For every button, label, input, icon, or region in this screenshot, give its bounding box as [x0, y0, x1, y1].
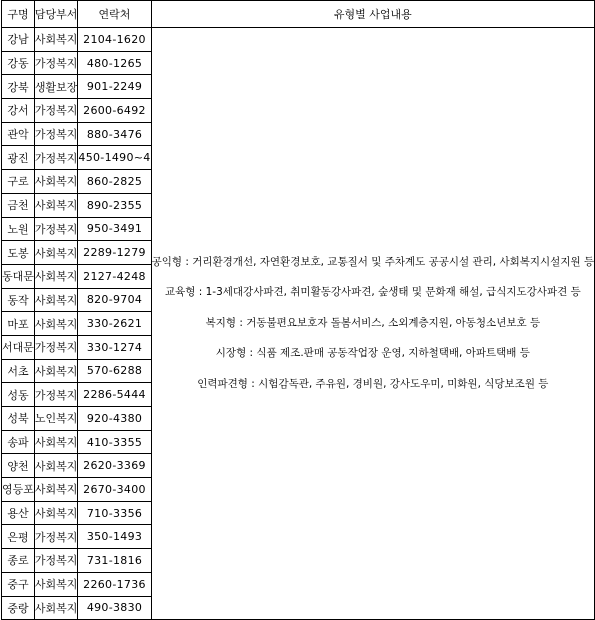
- contact-cell: 2289-1279: [78, 241, 151, 265]
- district-cell: 중랑: [2, 596, 35, 620]
- contact-table: [1, 0, 595, 620]
- program-type-paragraph: 시장형 : 식품 제조.판매 공동작업장 운영, 지하철택배, 아파트택배 등: [215, 347, 530, 360]
- department-cell: 가정복지: [34, 335, 78, 359]
- table-body: [2, 28, 595, 620]
- department-cell: 가정복지: [34, 122, 78, 146]
- program-type-paragraph: 교육형 : 1-3세대강사파견, 취미활동강사파견, 숲생태 및 문화재 해설, 급식지도강사파견 등: [164, 286, 581, 299]
- department-cell: 가정복지: [34, 99, 78, 123]
- department-cell: 사회복지: [34, 430, 78, 454]
- header-row: [2, 1, 595, 28]
- department-cell: 사회복지: [34, 572, 78, 596]
- contact-cell: 330-1274: [78, 335, 151, 359]
- district-cell: 강동: [2, 51, 35, 75]
- contact-cell: 450-1490~4: [78, 146, 151, 170]
- contact-cell: 2286-5444: [78, 383, 151, 407]
- district-cell: 강서: [2, 99, 35, 123]
- contact-cell: 350-1493: [78, 525, 151, 549]
- district-cell: 노원: [2, 217, 35, 241]
- contact-cell: 490-3830: [78, 596, 151, 620]
- department-cell: 가정복지: [34, 51, 78, 75]
- department-cell: 사회복지: [34, 170, 78, 194]
- contact-cell: 920-4380: [78, 407, 151, 431]
- contact-cell: 570-6288: [78, 359, 151, 383]
- program-type-paragraph: 복지형 : 거동불편요보호자 돌봄서비스, 소외계층지원, 아동청소년보호 등: [205, 316, 541, 329]
- department-cell: 사회복지: [34, 264, 78, 288]
- header-district: 구명: [2, 1, 35, 28]
- district-cell: 은평: [2, 525, 35, 549]
- district-cell: 강북: [2, 75, 35, 99]
- district-cell: 금천: [2, 193, 35, 217]
- district-cell: 성북: [2, 407, 35, 431]
- department-cell: 사회복지: [34, 312, 78, 336]
- district-cell: 강남: [2, 28, 35, 52]
- contact-cell: 820-9704: [78, 288, 151, 312]
- contact-cell: 2104-1620: [78, 28, 151, 52]
- department-cell: 사회복지: [34, 28, 78, 52]
- department-cell: 가정복지: [34, 525, 78, 549]
- district-cell: 중구: [2, 572, 35, 596]
- header-contact: 연락처: [78, 1, 151, 28]
- program-description-cell: [151, 28, 595, 620]
- department-cell: 사회복지: [34, 478, 78, 502]
- department-cell: 사회복지: [34, 359, 78, 383]
- contact-cell: 890-2355: [78, 193, 151, 217]
- program-type-paragraph: 인력파견형 : 시험감독관, 주유원, 경비원, 강사도우미, 미화원, 식당보조원 등: [197, 377, 549, 390]
- contact-cell: 2600-6492: [78, 99, 151, 123]
- district-cell: 구로: [2, 170, 35, 194]
- department-cell: 사회복지: [34, 596, 78, 620]
- department-cell: 사회복지: [34, 241, 78, 265]
- department-cell: 가정복지: [34, 146, 78, 170]
- department-cell: 가정복지: [34, 383, 78, 407]
- contact-cell: 480-1265: [78, 51, 151, 75]
- district-cell: 동작: [2, 288, 35, 312]
- contact-cell: 710-3356: [78, 501, 151, 525]
- district-cell: 마포: [2, 312, 35, 336]
- contact-cell: 901-2249: [78, 75, 151, 99]
- department-cell: 사회복지: [34, 501, 78, 525]
- district-cell: 관악: [2, 122, 35, 146]
- district-cell: 광진: [2, 146, 35, 170]
- contact-cell: 880-3476: [78, 122, 151, 146]
- department-cell: 가정복지: [34, 217, 78, 241]
- district-cell: 성동: [2, 383, 35, 407]
- district-cell: 용산: [2, 501, 35, 525]
- contact-cell: 330-2621: [78, 312, 151, 336]
- contact-cell: 2620-3369: [78, 454, 151, 478]
- district-cell: 도봉: [2, 241, 35, 265]
- department-cell: 가정복지: [34, 549, 78, 573]
- department-cell: 사회복지: [34, 454, 78, 478]
- table-row: [2, 28, 595, 52]
- program-type-paragraph: 공익형 : 거리환경개선, 자연환경보호, 교통질서 및 주차계도 공공시설 관리, 사회복지시설지원 등: [151, 255, 595, 268]
- contact-cell: 950-3491: [78, 217, 151, 241]
- district-cell: 송파: [2, 430, 35, 454]
- department-cell: 사회복지: [34, 193, 78, 217]
- contact-cell: 2260-1736: [78, 572, 151, 596]
- header-department: 담당부서: [34, 1, 78, 28]
- district-cell: 서초: [2, 359, 35, 383]
- district-cell: 종로: [2, 549, 35, 573]
- contact-cell: 2670-3400: [78, 478, 151, 502]
- district-cell: 서대문: [2, 335, 35, 359]
- district-cell: 양천: [2, 454, 35, 478]
- district-cell: 영등포: [2, 478, 35, 502]
- department-cell: 노인복지: [34, 407, 78, 431]
- contact-cell: 2127-4248: [78, 264, 151, 288]
- contact-cell: 860-2825: [78, 170, 151, 194]
- district-cell: 동대문: [2, 264, 35, 288]
- header-description: 유형별 사업내용: [151, 1, 595, 28]
- department-cell: 생활보장: [34, 75, 78, 99]
- contact-cell: 410-3355: [78, 430, 151, 454]
- contact-cell: 731-1816: [78, 549, 151, 573]
- department-cell: 사회복지: [34, 288, 78, 312]
